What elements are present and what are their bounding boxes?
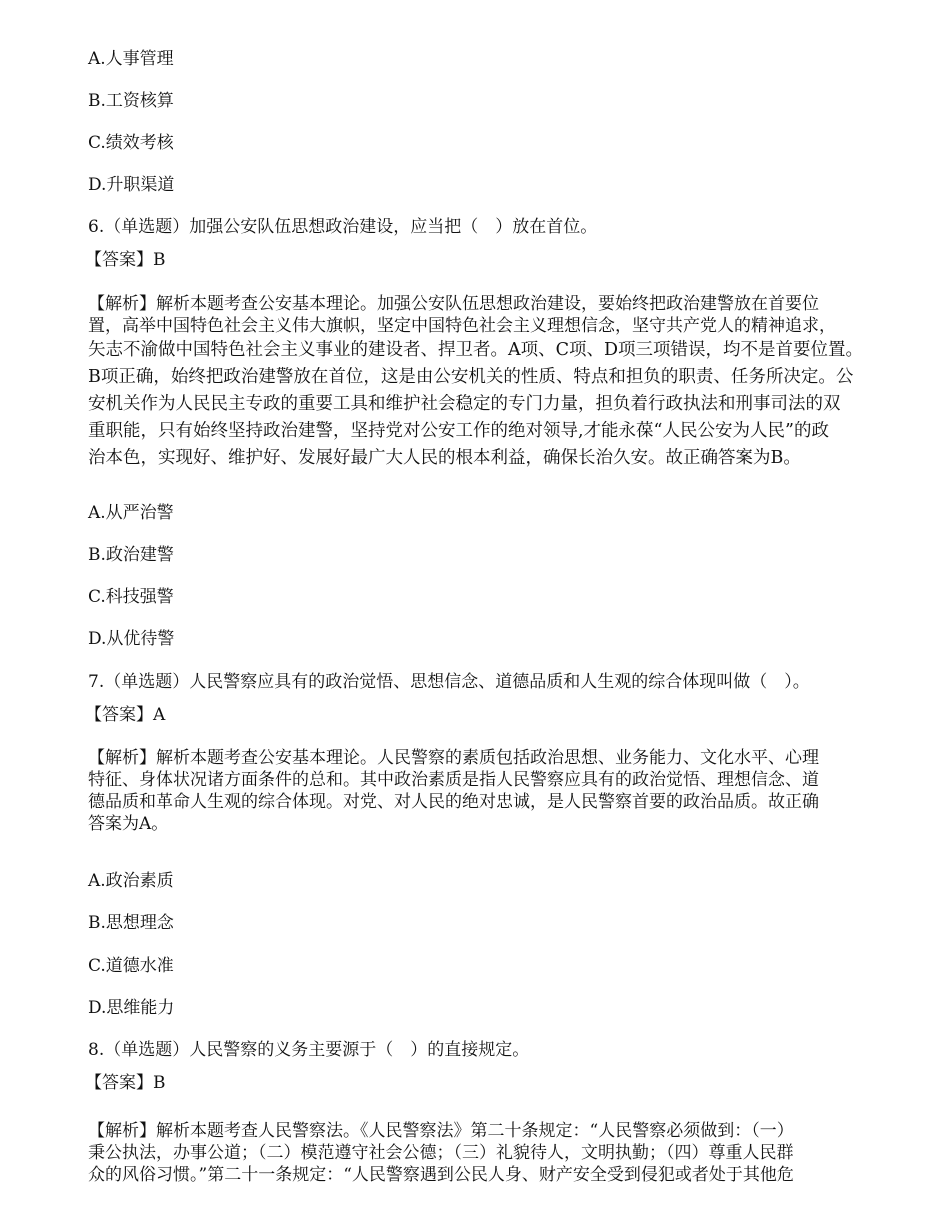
q7-option-a: A.政治素质: [88, 871, 174, 891]
q5-option-a: A.人事管理: [88, 49, 174, 69]
q7-analysis: [88, 747, 918, 835]
q6-option-b: B.政治建警: [88, 545, 174, 565]
q6-analysis-line: 重职能，只有始终坚持政治建警，坚持党对公安工作的绝对领导,才能永葆“人民公安为人民”的政: [88, 421, 829, 441]
q7-analysis-line: 答案为A。: [88, 814, 169, 834]
q7-option-c: C.道德水准: [88, 956, 174, 976]
q8-analysis-line: 秉公执法，办事公道；（二）模范遵守社会公德；（三）礼貌待人，文明执勤；（四）尊重人民群: [88, 1143, 794, 1163]
q8-stem: 8.（单选题）人民警察的义务主要源于（ ）的直接规定。: [88, 1040, 530, 1060]
q6-analysis-line: 矢志不渝做中国特色社会主义事业的建设者、捍卫者。A项、C项、D项三项错误，均不是首要位置。: [88, 340, 864, 360]
q6-option-d: D.从优待警: [88, 629, 175, 649]
q7-answer: 【答案】A: [85, 705, 166, 725]
q8-analysis-line: 【解析】解析本题考查人民警察法。《人民警察法》第二十条规定：“人民警察必须做到：（一）: [88, 1121, 794, 1141]
q7-stem: 7.（单选题）人民警察应具有的政治觉悟、思想信念、道德品质和人生观的综合体现叫做（ ）。: [88, 672, 810, 692]
q6-option-a: A.从严治警: [88, 503, 174, 523]
q6-option-c: C.科技强警: [88, 587, 174, 607]
q6-analysis-line: 治本色，实现好、维护好、发展好最广大人民的根本利益，确保长治久安。故正确答案为B。: [88, 448, 801, 468]
q5-option-b: B.工资核算: [88, 91, 174, 111]
q7-analysis-line: 【解析】解析本题考查公安基本理论。人民警察的素质包括政治思想、业务能力、文化水平、心理: [88, 748, 819, 768]
q7-analysis-line: 德品质和革命人生观的综合体现。对党、对人民的绝对忠诚，是人民警察首要的政治品质。故正确: [88, 792, 819, 812]
q7-option-d: D.思维能力: [88, 998, 175, 1018]
q8-answer: 【答案】B: [85, 1073, 166, 1093]
q8-analysis-line: 众的风俗习惯。”第二十一条规定：“人民警察遇到公民人身、财产安全受到侵犯或者处于其他危: [88, 1165, 794, 1185]
q5-option-d: D.升职渠道: [88, 175, 175, 195]
q7-analysis-line: 特征、身体状况诸方面条件的总和。其中政治素质是指人民警察应具有的政治觉悟、理想信念、道: [88, 770, 819, 790]
q6-analysis-line: 置，高举中国特色社会主义伟大旗帜，坚定中国特色社会主义理想信念，坚守共产党人的精神追求，: [88, 316, 836, 336]
q6-analysis: [88, 293, 918, 337]
q6-analysis-line: 安机关作为人民民主专政的重要工具和维护社会稳定的专门力量，担负着行政执法和刑事司法的双: [88, 394, 841, 414]
q5-option-c: C.绩效考核: [88, 133, 174, 153]
q6-analysis-line: 【解析】解析本题考查公安基本理论。加强公安队伍思想政治建设，要始终把政治建警放在首要位: [88, 294, 819, 314]
q7-option-b: B.思想理念: [88, 913, 174, 933]
q8-analysis: [88, 1120, 918, 1186]
q6-analysis-line: B项正确，始终把政治建警放在首位，这是由公安机关的性质、特点和担负的职责、任务所决定。公: [88, 367, 854, 387]
q6-analysis-cont: [88, 337, 918, 472]
q6-stem: 6.（单选题）加强公安队伍思想政治建设，应当把（ ）放在首位。: [88, 217, 598, 237]
q6-answer: 【答案】B: [85, 250, 166, 270]
